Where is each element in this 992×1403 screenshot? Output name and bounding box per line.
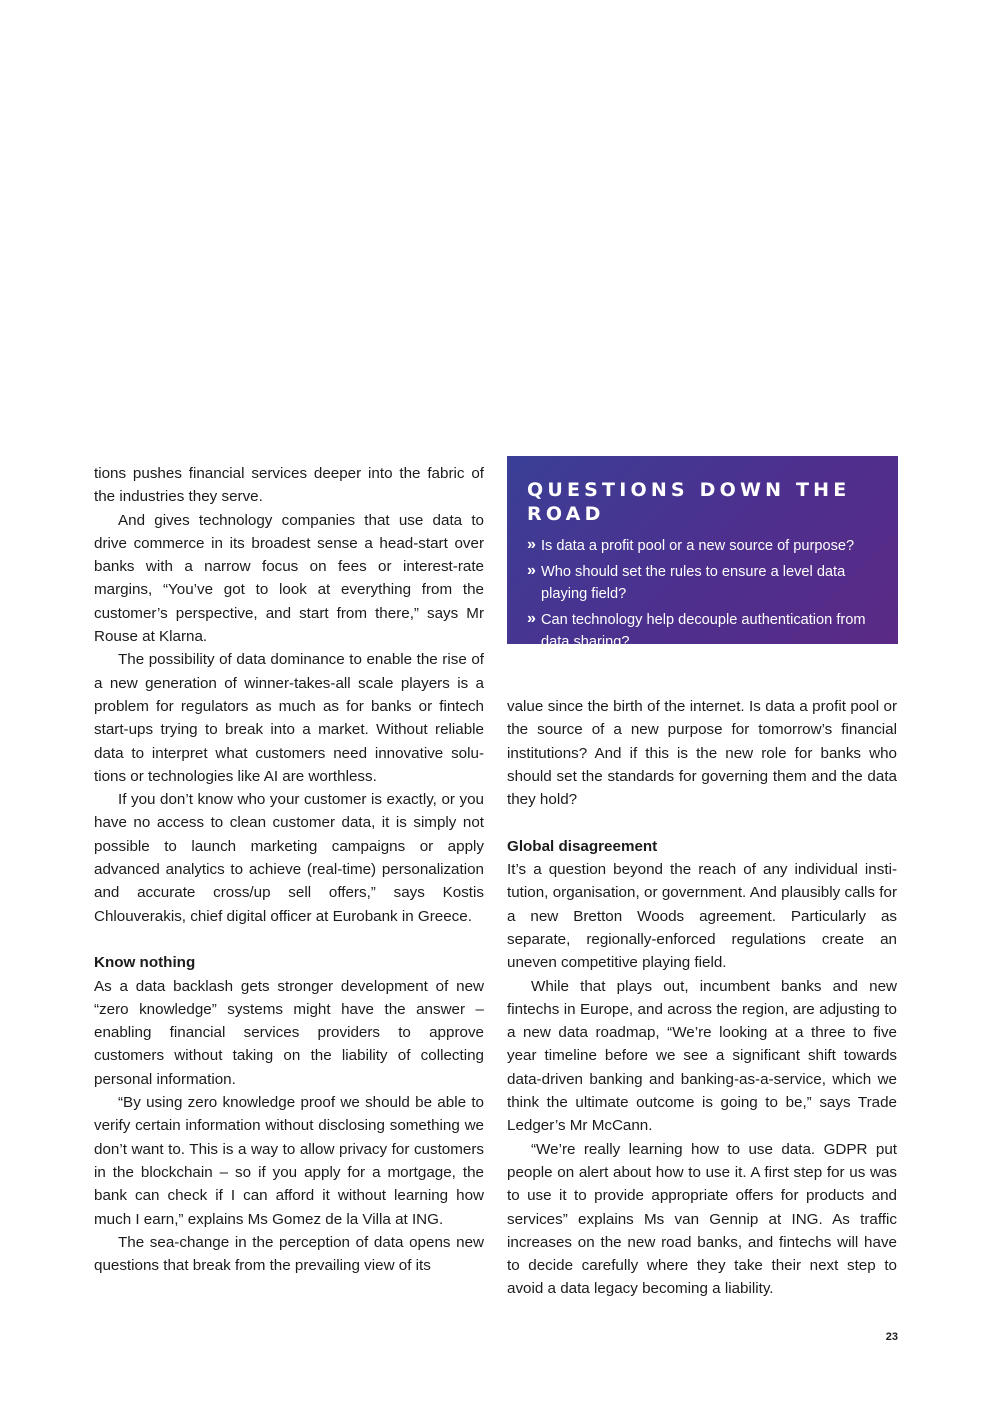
right-column <box>507 695 897 1301</box>
paragraph: The sea-change in the perception of data opens new questions that break from the prevailing view of its <box>94 1233 484 1275</box>
paragraph: If you don’t know who your customer is exactly, or you have no access to clean customer data, it is simply not possible to launch marketing campaigns or apply advanced analytics to achieve (real-time) personalization and accurate cross/up sell offers,” says Kostis Chlouverakis, chief digital officer at Eurobank in Greece. <box>94 791 484 925</box>
bullet-icon: » <box>527 562 536 579</box>
paragraph: And gives technology companies that use data to drive commerce in its broadest sense a head-start over banks with a narrow focus on fees or interest-rate margins, “You’ve got to look at everything from the customer’s perspective, and start from there,” says Mr Rouse at Klarna. <box>94 511 484 646</box>
question-item <box>527 609 878 653</box>
paragraph: While that plays out, incumbent banks and new fintechs in Europe, and across the region, are adjusting to a new data roadmap, “We’re looking at a three to five year timeline before we see a significant shift towards data-driven banking and banking-as-a-service, which we think the ultimate outcome is going to be,” says Trade Ledger’s Mr McCann. <box>507 977 897 1135</box>
left-column <box>94 462 484 1277</box>
bullet-icon: » <box>527 536 536 553</box>
paragraph: As a data backlash gets stronger development of new “zero knowledge” systems might have the answer – enabling financial services providers to approve customers without taking on the liability of collecting personal information. <box>94 977 484 1088</box>
questions-list <box>527 535 878 653</box>
question-text: Who should set the rules to ensure a level data playing field? <box>541 564 846 602</box>
section-heading: Know nothing <box>94 954 196 972</box>
paragraph: It’s a question beyond the reach of any individual institution, organisation, or government. And plausibly calls for a new Bretton Woods agreement. Particularly as separate, regionally-enforced regulations create an uneven competitive playing field. <box>507 861 897 972</box>
paragraph: The possibility of data dominance to enable the rise of a new generation of winner-takes-all scale players is a problem for regulators as much as for banks or fintech start-ups trying to break into a market. Without reliable data to interpret what customers need innovative solutions or technologies like AI are worthless. <box>94 651 484 785</box>
paragraph: tions pushes financial services deeper into the fabric of the industries they serve. <box>94 465 484 506</box>
question-item <box>527 561 878 605</box>
page-number: 23 <box>885 1331 898 1343</box>
question-item <box>527 535 878 557</box>
paragraph: value since the birth of the internet. Is data a profit pool or the source of a new purpose for tomorrow’s financial institutions? And if this is the new role for banks who should set the standards for governing them and the data they hold? <box>507 698 897 809</box>
paragraph: “By using zero knowledge proof we should be able to verify certain information without disclosing something we don’t want to. This is a way to allow privacy for customers in the blockchain – so if you apply for a mortgage, the bank can check if I can afford it without learning how much I earn,” explains Ms Gomez de la Villa at ING. <box>94 1094 484 1228</box>
paragraph: “We’re really learning how to use data. GDPR put people on alert about how to use it. A first step for us was to use it to provide appropriate offers for products and services” explains Ms van Gennip at ING. As traffic increases on the new road banks, and fintechs will have to decide carefully where they take their next step to avoid a data legacy becoming a liability. <box>507 1140 897 1298</box>
questions-box <box>507 456 898 650</box>
question-text: Can technology help decouple authentication from data sharing? <box>541 612 866 650</box>
question-text: Is data a profit pool or a new source of purpose? <box>541 538 855 554</box>
questions-box-title: QUESTIONS DOWN THE ROAD <box>527 479 851 525</box>
section-heading: Global disagreement <box>507 837 658 855</box>
bullet-icon: » <box>527 610 536 627</box>
